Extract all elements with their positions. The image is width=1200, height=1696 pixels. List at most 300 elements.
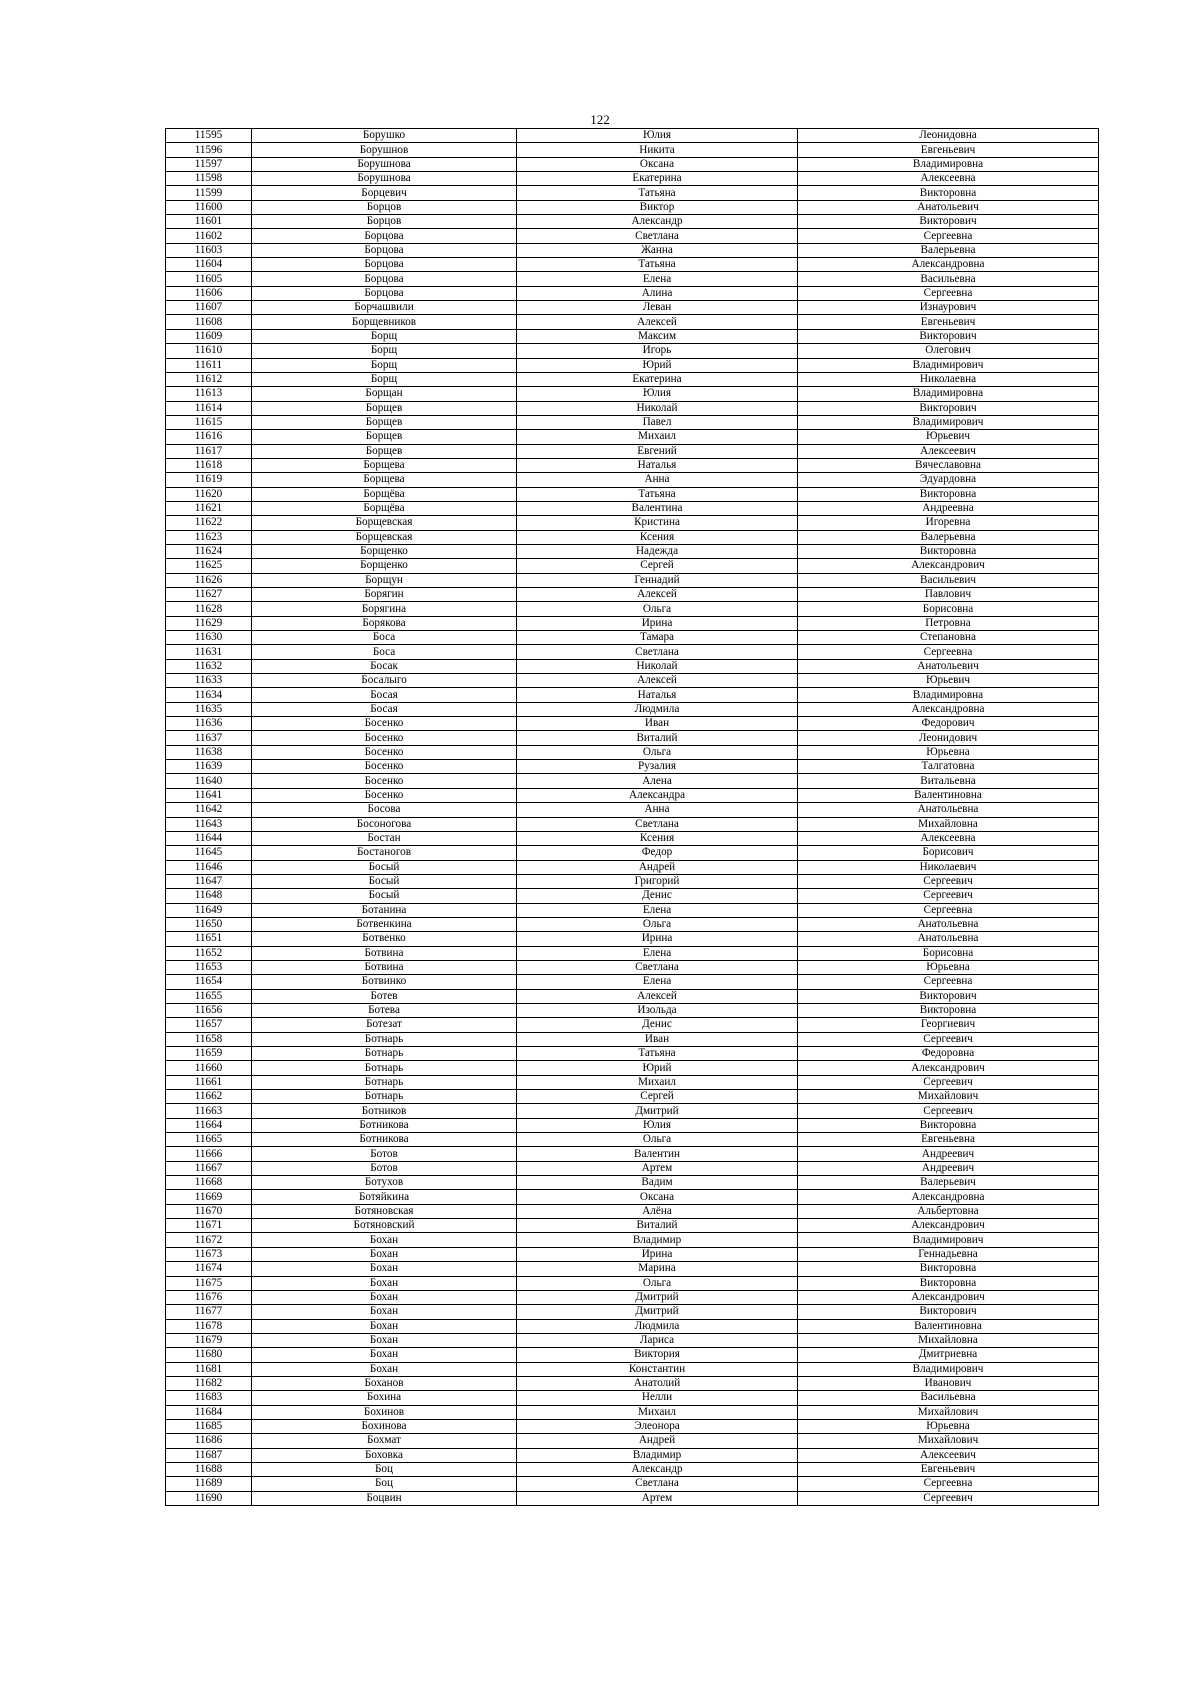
table-row bbox=[166, 889, 1099, 903]
record-number-cell: 11654 bbox=[166, 975, 252, 989]
first-name-cell: Елена bbox=[517, 946, 798, 960]
record-number-cell: 11685 bbox=[166, 1419, 252, 1433]
patronymic-cell: Валерьевна bbox=[798, 243, 1099, 257]
last-name-cell: Ботникова bbox=[252, 1118, 517, 1132]
last-name-cell: Борщев bbox=[252, 415, 517, 429]
first-name-cell: Алексей bbox=[517, 989, 798, 1003]
patronymic-cell: Витальевна bbox=[798, 774, 1099, 788]
last-name-cell: Боц bbox=[252, 1462, 517, 1476]
table-row bbox=[166, 516, 1099, 530]
table-row bbox=[166, 186, 1099, 200]
patronymic-cell: Анатольевна bbox=[798, 803, 1099, 817]
first-name-cell: Жанна bbox=[517, 243, 798, 257]
first-name-cell: Сергей bbox=[517, 1090, 798, 1104]
first-name-cell: Владимир bbox=[517, 1448, 798, 1462]
last-name-cell: Борушко bbox=[252, 129, 517, 143]
table-row bbox=[166, 932, 1099, 946]
record-number-cell: 11614 bbox=[166, 401, 252, 415]
last-name-cell: Босоногова bbox=[252, 817, 517, 831]
first-name-cell: Людмила bbox=[517, 1319, 798, 1333]
last-name-cell: Босалыго bbox=[252, 674, 517, 688]
record-number-cell: 11627 bbox=[166, 588, 252, 602]
record-number-cell: 11637 bbox=[166, 731, 252, 745]
table-row bbox=[166, 645, 1099, 659]
table-row bbox=[166, 917, 1099, 931]
last-name-cell: Борщевская bbox=[252, 516, 517, 530]
last-name-cell: Борцова bbox=[252, 258, 517, 272]
record-number-cell: 11633 bbox=[166, 674, 252, 688]
record-number-cell: 11624 bbox=[166, 544, 252, 558]
first-name-cell: Вадим bbox=[517, 1176, 798, 1190]
last-name-cell: Борщёва bbox=[252, 501, 517, 515]
patronymic-cell: Юрьевна bbox=[798, 1419, 1099, 1433]
record-number-cell: 11658 bbox=[166, 1032, 252, 1046]
patronymic-cell: Викторович bbox=[798, 401, 1099, 415]
table-row bbox=[166, 774, 1099, 788]
table-row bbox=[166, 258, 1099, 272]
table-row bbox=[166, 1247, 1099, 1261]
roster-body bbox=[166, 129, 1099, 1506]
first-name-cell: Людмила bbox=[517, 702, 798, 716]
record-number-cell: 11598 bbox=[166, 172, 252, 186]
page-number: 122 bbox=[590, 112, 610, 127]
first-name-cell: Валентин bbox=[517, 1147, 798, 1161]
first-name-cell: Нелли bbox=[517, 1391, 798, 1405]
record-number-cell: 11677 bbox=[166, 1305, 252, 1319]
patronymic-cell: Георгиевич bbox=[798, 1018, 1099, 1032]
record-number-cell: 11688 bbox=[166, 1462, 252, 1476]
first-name-cell: Ольга bbox=[517, 1133, 798, 1147]
patronymic-cell: Дмитриевна bbox=[798, 1348, 1099, 1362]
first-name-cell: Леван bbox=[517, 301, 798, 315]
table-row bbox=[166, 702, 1099, 716]
table-row bbox=[166, 1204, 1099, 1218]
last-name-cell: Ботезат bbox=[252, 1018, 517, 1032]
first-name-cell: Светлана bbox=[517, 1477, 798, 1491]
first-name-cell: Виктория bbox=[517, 1348, 798, 1362]
record-number-cell: 11601 bbox=[166, 215, 252, 229]
last-name-cell: Ботяновская bbox=[252, 1204, 517, 1218]
table-row bbox=[166, 301, 1099, 315]
first-name-cell: Наталья bbox=[517, 458, 798, 472]
patronymic-cell: Владимировна bbox=[798, 387, 1099, 401]
table-row bbox=[166, 1233, 1099, 1247]
table-row bbox=[166, 688, 1099, 702]
table-row bbox=[166, 1319, 1099, 1333]
last-name-cell: Боса bbox=[252, 645, 517, 659]
patronymic-cell: Валерьевна bbox=[798, 530, 1099, 544]
table-row bbox=[166, 243, 1099, 257]
last-name-cell: Ботов bbox=[252, 1147, 517, 1161]
last-name-cell: Босый bbox=[252, 889, 517, 903]
first-name-cell: Алена bbox=[517, 774, 798, 788]
first-name-cell: Юрий bbox=[517, 1061, 798, 1075]
table-row bbox=[166, 874, 1099, 888]
patronymic-cell: Владимирович bbox=[798, 358, 1099, 372]
table-row bbox=[166, 946, 1099, 960]
last-name-cell: Ботвенко bbox=[252, 932, 517, 946]
table-row bbox=[166, 473, 1099, 487]
table-row bbox=[166, 1118, 1099, 1132]
table-row bbox=[166, 215, 1099, 229]
table-row bbox=[166, 1176, 1099, 1190]
table-row bbox=[166, 817, 1099, 831]
first-name-cell: Тамара bbox=[517, 631, 798, 645]
first-name-cell: Николай bbox=[517, 659, 798, 673]
patronymic-cell: Викторович bbox=[798, 1305, 1099, 1319]
first-name-cell: Михаил bbox=[517, 430, 798, 444]
table-row bbox=[166, 1190, 1099, 1204]
table-row bbox=[166, 989, 1099, 1003]
record-number-cell: 11667 bbox=[166, 1161, 252, 1175]
first-name-cell: Екатерина bbox=[517, 372, 798, 386]
patronymic-cell: Сергеевич bbox=[798, 1075, 1099, 1089]
last-name-cell: Борягин bbox=[252, 588, 517, 602]
first-name-cell: Григорий bbox=[517, 874, 798, 888]
patronymic-cell: Михайлович bbox=[798, 1405, 1099, 1419]
record-number-cell: 11597 bbox=[166, 157, 252, 171]
last-name-cell: Ботухов bbox=[252, 1176, 517, 1190]
record-number-cell: 11644 bbox=[166, 831, 252, 845]
first-name-cell: Екатерина bbox=[517, 172, 798, 186]
first-name-cell: Марина bbox=[517, 1262, 798, 1276]
last-name-cell: Ботвина bbox=[252, 960, 517, 974]
patronymic-cell: Валентиновна bbox=[798, 788, 1099, 802]
record-number-cell: 11668 bbox=[166, 1176, 252, 1190]
table-row bbox=[166, 286, 1099, 300]
record-number-cell: 11612 bbox=[166, 372, 252, 386]
record-number-cell: 11642 bbox=[166, 803, 252, 817]
record-number-cell: 11683 bbox=[166, 1391, 252, 1405]
first-name-cell: Максим bbox=[517, 329, 798, 343]
table-row bbox=[166, 1290, 1099, 1304]
patronymic-cell: Викторович bbox=[798, 989, 1099, 1003]
first-name-cell: Алёна bbox=[517, 1204, 798, 1218]
patronymic-cell: Эдуардовна bbox=[798, 473, 1099, 487]
record-number-cell: 11617 bbox=[166, 444, 252, 458]
table-row bbox=[166, 530, 1099, 544]
patronymic-cell: Анатольевич bbox=[798, 200, 1099, 214]
last-name-cell: Борцова bbox=[252, 286, 517, 300]
record-number-cell: 11620 bbox=[166, 487, 252, 501]
first-name-cell: Александр bbox=[517, 215, 798, 229]
first-name-cell: Ольга bbox=[517, 745, 798, 759]
table-row bbox=[166, 1161, 1099, 1175]
record-number-cell: 11606 bbox=[166, 286, 252, 300]
record-number-cell: 11611 bbox=[166, 358, 252, 372]
last-name-cell: Бохан bbox=[252, 1262, 517, 1276]
record-number-cell: 11662 bbox=[166, 1090, 252, 1104]
record-number-cell: 11669 bbox=[166, 1190, 252, 1204]
table-row bbox=[166, 803, 1099, 817]
record-number-cell: 11631 bbox=[166, 645, 252, 659]
patronymic-cell: Владимирович bbox=[798, 1362, 1099, 1376]
first-name-cell: Светлана bbox=[517, 645, 798, 659]
patronymic-cell: Борисовна bbox=[798, 946, 1099, 960]
patronymic-cell: Альбертовна bbox=[798, 1204, 1099, 1218]
last-name-cell: Боц bbox=[252, 1477, 517, 1491]
first-name-cell: Виталий bbox=[517, 731, 798, 745]
record-number-cell: 11634 bbox=[166, 688, 252, 702]
table-row bbox=[166, 1477, 1099, 1491]
first-name-cell: Ксения bbox=[517, 530, 798, 544]
table-row bbox=[166, 631, 1099, 645]
record-number-cell: 11660 bbox=[166, 1061, 252, 1075]
first-name-cell: Игорь bbox=[517, 344, 798, 358]
first-name-cell: Татьяна bbox=[517, 186, 798, 200]
last-name-cell: Бохан bbox=[252, 1276, 517, 1290]
record-number-cell: 11682 bbox=[166, 1376, 252, 1390]
first-name-cell: Иван bbox=[517, 1032, 798, 1046]
patronymic-cell: Сергеевна bbox=[798, 975, 1099, 989]
table-row bbox=[166, 1276, 1099, 1290]
table-row bbox=[166, 143, 1099, 157]
patronymic-cell: Александрович bbox=[798, 559, 1099, 573]
last-name-cell: Бохан bbox=[252, 1305, 517, 1319]
last-name-cell: Борцова bbox=[252, 243, 517, 257]
first-name-cell: Надежда bbox=[517, 544, 798, 558]
table-row bbox=[166, 444, 1099, 458]
record-number-cell: 11643 bbox=[166, 817, 252, 831]
first-name-cell: Юлия bbox=[517, 387, 798, 401]
record-number-cell: 11602 bbox=[166, 229, 252, 243]
first-name-cell: Евгений bbox=[517, 444, 798, 458]
first-name-cell: Николай bbox=[517, 401, 798, 415]
last-name-cell: Ботева bbox=[252, 1003, 517, 1017]
patronymic-cell: Александровна bbox=[798, 258, 1099, 272]
patronymic-cell: Евгеньевич bbox=[798, 143, 1099, 157]
last-name-cell: Бостан bbox=[252, 831, 517, 845]
record-number-cell: 11671 bbox=[166, 1219, 252, 1233]
first-name-cell: Ольга bbox=[517, 602, 798, 616]
patronymic-cell: Сергеевич bbox=[798, 1491, 1099, 1505]
table-row bbox=[166, 430, 1099, 444]
last-name-cell: Босенко bbox=[252, 788, 517, 802]
first-name-cell: Иван bbox=[517, 717, 798, 731]
patronymic-cell: Евгеньевич bbox=[798, 1462, 1099, 1476]
patronymic-cell: Викторовна bbox=[798, 1276, 1099, 1290]
table-row bbox=[166, 1104, 1099, 1118]
last-name-cell: Боховка bbox=[252, 1448, 517, 1462]
first-name-cell: Артем bbox=[517, 1161, 798, 1175]
record-number-cell: 11604 bbox=[166, 258, 252, 272]
first-name-cell: Елена bbox=[517, 903, 798, 917]
table-row bbox=[166, 1348, 1099, 1362]
record-number-cell: 11623 bbox=[166, 530, 252, 544]
table-row bbox=[166, 1448, 1099, 1462]
patronymic-cell: Евгеньевич bbox=[798, 315, 1099, 329]
first-name-cell: Элеонора bbox=[517, 1419, 798, 1433]
patronymic-cell: Викторовна bbox=[798, 487, 1099, 501]
patronymic-cell: Павлович bbox=[798, 588, 1099, 602]
first-name-cell: Ирина bbox=[517, 932, 798, 946]
first-name-cell: Юрий bbox=[517, 358, 798, 372]
last-name-cell: Ботяйкина bbox=[252, 1190, 517, 1204]
patronymic-cell: Алексеевна bbox=[798, 172, 1099, 186]
patronymic-cell: Степановна bbox=[798, 631, 1099, 645]
record-number-cell: 11619 bbox=[166, 473, 252, 487]
patronymic-cell: Владимировна bbox=[798, 688, 1099, 702]
first-name-cell: Ольга bbox=[517, 917, 798, 931]
first-name-cell: Андрей bbox=[517, 1434, 798, 1448]
patronymic-cell: Валентиновна bbox=[798, 1319, 1099, 1333]
last-name-cell: Борщев bbox=[252, 444, 517, 458]
patronymic-cell: Васильевна bbox=[798, 272, 1099, 286]
patronymic-cell: Сергеевич bbox=[798, 874, 1099, 888]
record-number-cell: 11610 bbox=[166, 344, 252, 358]
last-name-cell: Босенко bbox=[252, 717, 517, 731]
patronymic-cell: Алексеевич bbox=[798, 444, 1099, 458]
first-name-cell: Татьяна bbox=[517, 1047, 798, 1061]
table-row bbox=[166, 717, 1099, 731]
last-name-cell: Борщ bbox=[252, 344, 517, 358]
first-name-cell: Изольда bbox=[517, 1003, 798, 1017]
last-name-cell: Бохинов bbox=[252, 1405, 517, 1419]
first-name-cell: Оксана bbox=[517, 1190, 798, 1204]
table-row bbox=[166, 1061, 1099, 1075]
patronymic-cell: Петровна bbox=[798, 616, 1099, 630]
last-name-cell: Борщевников bbox=[252, 315, 517, 329]
first-name-cell: Виктор bbox=[517, 200, 798, 214]
last-name-cell: Борщева bbox=[252, 458, 517, 472]
patronymic-cell: Олегович bbox=[798, 344, 1099, 358]
patronymic-cell: Викторовна bbox=[798, 1118, 1099, 1132]
last-name-cell: Босенко bbox=[252, 760, 517, 774]
last-name-cell: Борушнова bbox=[252, 157, 517, 171]
record-number-cell: 11652 bbox=[166, 946, 252, 960]
first-name-cell: Кристина bbox=[517, 516, 798, 530]
record-number-cell: 11638 bbox=[166, 745, 252, 759]
table-row bbox=[166, 1362, 1099, 1376]
patronymic-cell: Юрьевич bbox=[798, 430, 1099, 444]
last-name-cell: Бохмат bbox=[252, 1434, 517, 1448]
table-row bbox=[166, 200, 1099, 214]
record-number-cell: 11609 bbox=[166, 329, 252, 343]
record-number-cell: 11641 bbox=[166, 788, 252, 802]
last-name-cell: Борщенко bbox=[252, 544, 517, 558]
patronymic-cell: Сергеевна bbox=[798, 1477, 1099, 1491]
last-name-cell: Босая bbox=[252, 688, 517, 702]
table-row bbox=[166, 1133, 1099, 1147]
last-name-cell: Борщ bbox=[252, 372, 517, 386]
last-name-cell: Босак bbox=[252, 659, 517, 673]
patronymic-cell: Анатольевна bbox=[798, 932, 1099, 946]
table-row bbox=[166, 387, 1099, 401]
first-name-cell: Светлана bbox=[517, 229, 798, 243]
last-name-cell: Борщева bbox=[252, 473, 517, 487]
table-row bbox=[166, 315, 1099, 329]
patronymic-cell: Викторовна bbox=[798, 1003, 1099, 1017]
table-row bbox=[166, 1405, 1099, 1419]
table-row bbox=[166, 1462, 1099, 1476]
record-number-cell: 11651 bbox=[166, 932, 252, 946]
record-number-cell: 11689 bbox=[166, 1477, 252, 1491]
first-name-cell: Алексей bbox=[517, 674, 798, 688]
last-name-cell: Борщ bbox=[252, 358, 517, 372]
record-number-cell: 11626 bbox=[166, 573, 252, 587]
last-name-cell: Борчашвили bbox=[252, 301, 517, 315]
table-row bbox=[166, 329, 1099, 343]
first-name-cell: Алексей bbox=[517, 315, 798, 329]
first-name-cell: Виталий bbox=[517, 1219, 798, 1233]
record-number-cell: 11645 bbox=[166, 846, 252, 860]
last-name-cell: Босый bbox=[252, 860, 517, 874]
record-number-cell: 11675 bbox=[166, 1276, 252, 1290]
first-name-cell: Анна bbox=[517, 473, 798, 487]
last-name-cell: Бохан bbox=[252, 1319, 517, 1333]
first-name-cell: Оксана bbox=[517, 157, 798, 171]
first-name-cell: Михаил bbox=[517, 1405, 798, 1419]
record-number-cell: 11605 bbox=[166, 272, 252, 286]
first-name-cell: Федор bbox=[517, 846, 798, 860]
record-number-cell: 11680 bbox=[166, 1348, 252, 1362]
patronymic-cell: Михайлович bbox=[798, 1090, 1099, 1104]
record-number-cell: 11621 bbox=[166, 501, 252, 515]
patronymic-cell: Юрьевич bbox=[798, 674, 1099, 688]
table-row bbox=[166, 1018, 1099, 1032]
record-number-cell: 11603 bbox=[166, 243, 252, 257]
record-number-cell: 11676 bbox=[166, 1290, 252, 1304]
last-name-cell: Ботвинко bbox=[252, 975, 517, 989]
last-name-cell: Бохан bbox=[252, 1290, 517, 1304]
patronymic-cell: Изнаурович bbox=[798, 301, 1099, 315]
record-number-cell: 11618 bbox=[166, 458, 252, 472]
last-name-cell: Ботнарь bbox=[252, 1032, 517, 1046]
last-name-cell: Бохан bbox=[252, 1362, 517, 1376]
last-name-cell: Борщенко bbox=[252, 559, 517, 573]
record-number-cell: 11678 bbox=[166, 1319, 252, 1333]
first-name-cell: Андрей bbox=[517, 860, 798, 874]
patronymic-cell: Михайловна bbox=[798, 1333, 1099, 1347]
first-name-cell: Ксения bbox=[517, 831, 798, 845]
patronymic-cell: Иванович bbox=[798, 1376, 1099, 1390]
patronymic-cell: Сергеевич bbox=[798, 1104, 1099, 1118]
table-row bbox=[166, 372, 1099, 386]
patronymic-cell: Викторовна bbox=[798, 1262, 1099, 1276]
patronymic-cell: Викторович bbox=[798, 329, 1099, 343]
patronymic-cell: Евгеньевна bbox=[798, 1133, 1099, 1147]
first-name-cell: Алексей bbox=[517, 588, 798, 602]
patronymic-cell: Анатольевна bbox=[798, 917, 1099, 931]
patronymic-cell: Николаевич bbox=[798, 860, 1099, 874]
table-row bbox=[166, 602, 1099, 616]
table-row bbox=[166, 272, 1099, 286]
last-name-cell: Боханов bbox=[252, 1376, 517, 1390]
record-number-cell: 11650 bbox=[166, 917, 252, 931]
patronymic-cell: Сергеевич bbox=[798, 889, 1099, 903]
table-row bbox=[166, 1305, 1099, 1319]
patronymic-cell: Андреевич bbox=[798, 1161, 1099, 1175]
record-number-cell: 11636 bbox=[166, 717, 252, 731]
last-name-cell: Бохан bbox=[252, 1233, 517, 1247]
table-row bbox=[166, 1491, 1099, 1505]
first-name-cell: Лариса bbox=[517, 1333, 798, 1347]
first-name-cell: Владимир bbox=[517, 1233, 798, 1247]
table-row bbox=[166, 1032, 1099, 1046]
record-number-cell: 11632 bbox=[166, 659, 252, 673]
first-name-cell: Юлия bbox=[517, 1118, 798, 1132]
first-name-cell: Денис bbox=[517, 1018, 798, 1032]
patronymic-cell: Александровна bbox=[798, 702, 1099, 716]
last-name-cell: Боса bbox=[252, 631, 517, 645]
patronymic-cell: Николаевна bbox=[798, 372, 1099, 386]
table-row bbox=[166, 157, 1099, 171]
record-number-cell: 11648 bbox=[166, 889, 252, 903]
last-name-cell: Борцов bbox=[252, 200, 517, 214]
record-number-cell: 11661 bbox=[166, 1075, 252, 1089]
last-name-cell: Ботнарь bbox=[252, 1047, 517, 1061]
patronymic-cell: Алексеевна bbox=[798, 831, 1099, 845]
